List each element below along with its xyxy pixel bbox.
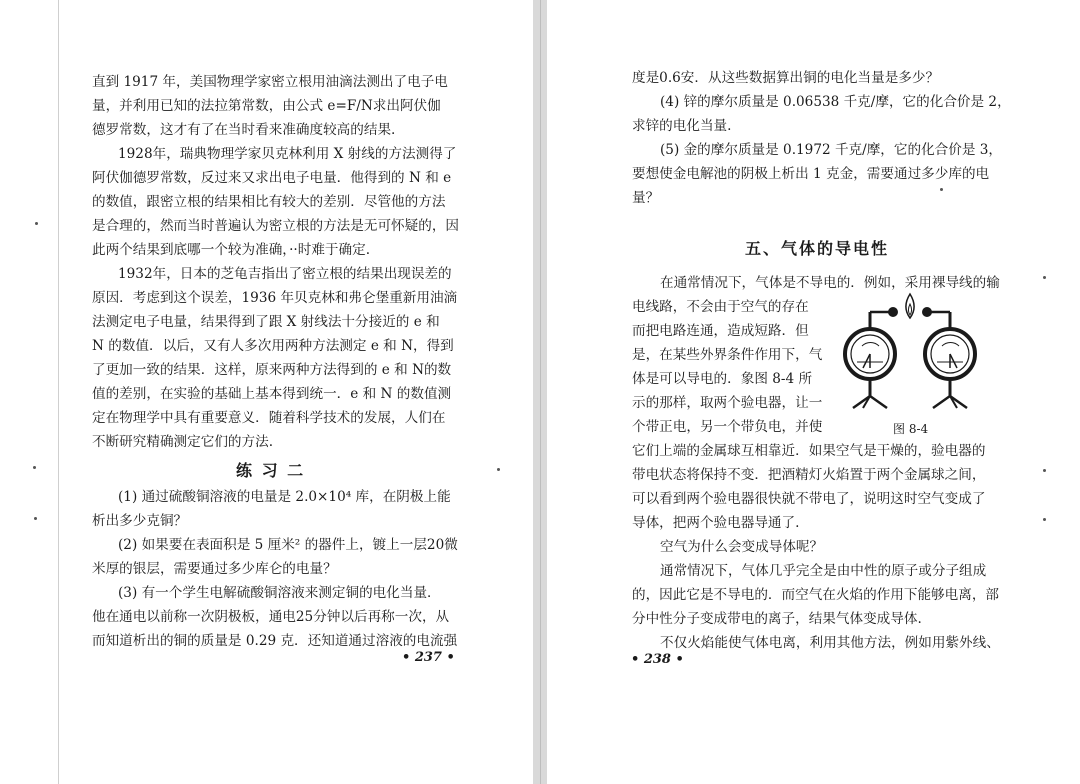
exercise-item: (1) 通过硫酸铜溶液的电量是 2.0×10⁴ 库，在阴极上能 <box>118 489 451 505</box>
exercise-item: 求锌的电化当量. <box>632 118 732 134</box>
text-line: 了更加一致的结果．这样，原来两种方法得到的 e 和 N的数 <box>92 362 452 378</box>
text-line: 阿伏伽德罗常数，反过来又求出电子电量．他得到的 N 和 e <box>92 170 452 186</box>
exercise-item: (3) 有一个学生电解硫酸铜溶液来测定铜的电化当量． <box>118 585 441 601</box>
scan-speck <box>33 466 36 469</box>
right-page <box>547 0 1080 784</box>
text-line: 不断研究精确测定它们的方法. <box>92 434 274 450</box>
text-line: 的，因此它是不导电的．而空气在火焰的作用下能够电离，部 <box>632 587 1000 603</box>
gutter-fold <box>540 0 541 784</box>
text-line: 在通常情况下，气体是不导电的．例如，采用裸导线的输 <box>660 275 1000 291</box>
scan-speck <box>34 517 37 520</box>
exercise-item: (2) 如果要在表面积是 5 厘米² 的器件上，镀上一层20微 <box>118 537 458 553</box>
text-line: 而把电路连通，造成短路．但 <box>632 323 809 339</box>
scan-speck <box>497 468 500 471</box>
text-line: 此两个结果到底哪一个较为准确，··时难于确定. <box>92 242 371 258</box>
scan-speck <box>35 222 38 225</box>
text-line: 空气为什么会变成导体呢？ <box>660 539 824 555</box>
text-line: 法测定电子电量，结果得到了跟 X 射线法十分接近的 e 和 <box>92 314 440 330</box>
text-line: 量，并利用已知的法拉第常数，由公式 e=F/N求出阿伏伽 <box>92 98 441 114</box>
text-line: 导体，把两个验电器导通了. <box>632 515 800 531</box>
text-line: 值的差别，在实验的基础上基本得到统一．e 和 N 的数值测 <box>92 386 452 402</box>
text-line: 示的那样，取两个验电器，让一 <box>632 395 823 411</box>
text-line: 是合理的，然而当时普遍认为密立根的方法是无可怀疑的，因 <box>92 218 460 234</box>
text-line: 不仅火焰能使气体电离，利用其他方法，例如用紫外线、 <box>660 635 1000 651</box>
scan-speck <box>1043 276 1046 279</box>
text-line: 德罗常数，这才有了在当时看来准确度较高的结果. <box>92 122 396 138</box>
text-line: 原因．考虑到这个误差，1936 年贝克林和弗仑堡重新用油滴 <box>92 290 458 306</box>
text-line: 个带正电，另一个带负电，并使 <box>632 419 823 435</box>
text-line: 带电状态将保持不变．把酒精灯火焰置于两个金属球之间， <box>632 467 986 483</box>
scan-speck <box>940 188 943 191</box>
text-line: 定在物理学中具有重要意义．随着科学技术的发展，人们在 <box>92 410 446 426</box>
text-line: N 的数值．以后，又有人多次用两种方法测定 e 和 N，得到 <box>92 338 454 354</box>
text-line: 直到 1917 年，美国物理学家密立根用油滴法测出了电子电 <box>92 74 448 90</box>
text-line: 1932年，日本的芝龟吉指出了密立根的结果出现误差的 <box>118 266 452 282</box>
exercise-item: 他在通电以前称一次阴极板，通电25分钟以后再称一次，从 <box>92 609 450 625</box>
figure-caption: 图 8-4 <box>893 422 929 436</box>
exercise-heading: 练 习 二 <box>236 461 306 480</box>
exercise-item: 要想使金电解池的阴极上析出 1 克金，需要通过多少库的电 <box>632 166 990 182</box>
exercise-item: 量？ <box>632 190 660 206</box>
page-number: • 237 • <box>402 650 455 665</box>
electroscope-figure <box>835 290 985 420</box>
text-line: 是，在某些外界条件作用下，气 <box>632 347 823 363</box>
text-line: 它们上端的金属球互相靠近．如果空气是干燥的，验电器的 <box>632 443 986 459</box>
text-line: 的数值，跟密立根的结果相比有较大的差别．尽管他的方法 <box>92 194 446 210</box>
exercise-item: (4) 锌的摩尔质量是 0.06538 千克/摩，它的化合价是 2， <box>660 94 1011 110</box>
page-edge <box>58 0 59 784</box>
text-line: 1928年，瑞典物理学家贝克林利用 X 射线的方法测得了 <box>118 146 457 162</box>
scan-speck <box>1043 469 1046 472</box>
text-line: 分中性分子变成带电的离子，结果气体变成导体. <box>632 611 922 627</box>
text-line: 体是可以导电的．象图 8-4 所 <box>632 371 813 387</box>
exercise-item: (5) 金的摩尔质量是 0.1972 千克/摩，它的化合价是 3， <box>660 142 1003 158</box>
exercise-item: 析出多少克铜？ <box>92 513 188 529</box>
exercise-item: 而知道析出的铜的质量是 0.29 克．还知道通过溶液的电流强 <box>92 633 458 649</box>
text-line: 度是0.6安．从这些数据算出铜的电化当量是多少？ <box>632 70 940 86</box>
left-page <box>0 0 533 784</box>
section-heading: 五、气体的导电性 <box>745 239 890 258</box>
text-line: 电线路，不会由于空气的存在 <box>632 299 809 315</box>
exercise-item: 米厚的银层，需要通过多少库仑的电量？ <box>92 561 337 577</box>
scan-speck <box>1043 518 1046 521</box>
text-line: 通常情况下，气体几乎完全是由中性的原子或分子组成 <box>660 563 987 579</box>
text-line: 可以看到两个验电器很快就不带电了，说明这时空气变成了 <box>632 491 986 507</box>
page-number: • 238 • <box>631 652 684 667</box>
